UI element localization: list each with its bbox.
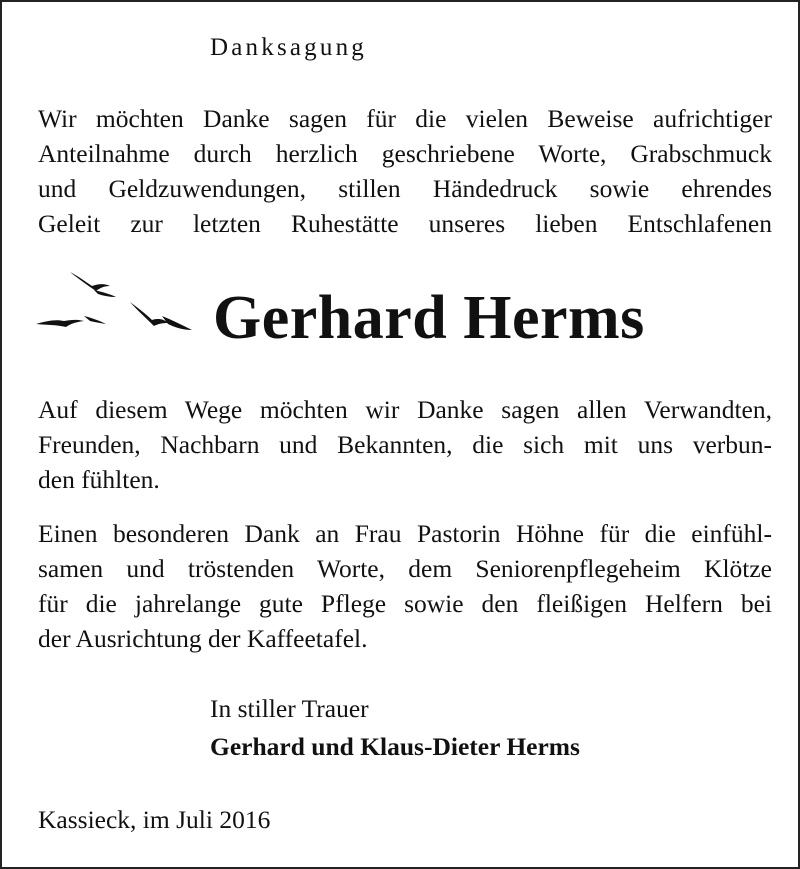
intro-line: Wir möchten Danke sagen für die vielen Beweise aufrichtiger	[38, 104, 772, 133]
special-thanks-line: für die jahrelange gute Pflege sowie den fleißigen Helfern bei	[38, 589, 772, 618]
special-thanks-line: der Ausrichtung der Kaffeetafel.	[38, 624, 368, 653]
thanks-line: den fühlten.	[38, 465, 160, 494]
special-thanks-paragraph	[38, 516, 772, 656]
flying-birds-icon	[34, 266, 196, 348]
intro-line: und Geldzuwendungen, stillen Händedruck sowie ehrendes	[38, 174, 772, 203]
deceased-name: Gerhard Herms	[213, 284, 645, 352]
mourners-names: Gerhard und Klaus-Dieter Herms	[210, 732, 580, 761]
intro-line: Anteilnahme durch herzlich geschriebene Worte, Grabschmuck	[38, 139, 772, 168]
intro-line: Geleit zur letzten Ruhestätte unseres lieben Entschlafenen	[38, 209, 772, 238]
notice-heading: Danksagung	[210, 34, 367, 61]
special-thanks-line: Einen besonderen Dank an Frau Pastorin Höhne für die einfühl-	[38, 519, 772, 548]
place-date: Kassieck, im Juli 2016	[38, 805, 271, 834]
thanks-line: Freunden, Nachbarn und Bekannten, die sich mit uns verbun-	[38, 430, 772, 459]
mourning-label: In stiller Trauer	[210, 694, 369, 723]
thanks-paragraph	[38, 392, 772, 497]
thanks-line: Auf diesem Wege möchten wir Danke sagen allen Verwandten,	[38, 395, 772, 424]
intro-paragraph	[38, 101, 772, 241]
special-thanks-line: samen und tröstenden Worte, dem Seniorenpflegeheim Klötze	[38, 554, 772, 583]
